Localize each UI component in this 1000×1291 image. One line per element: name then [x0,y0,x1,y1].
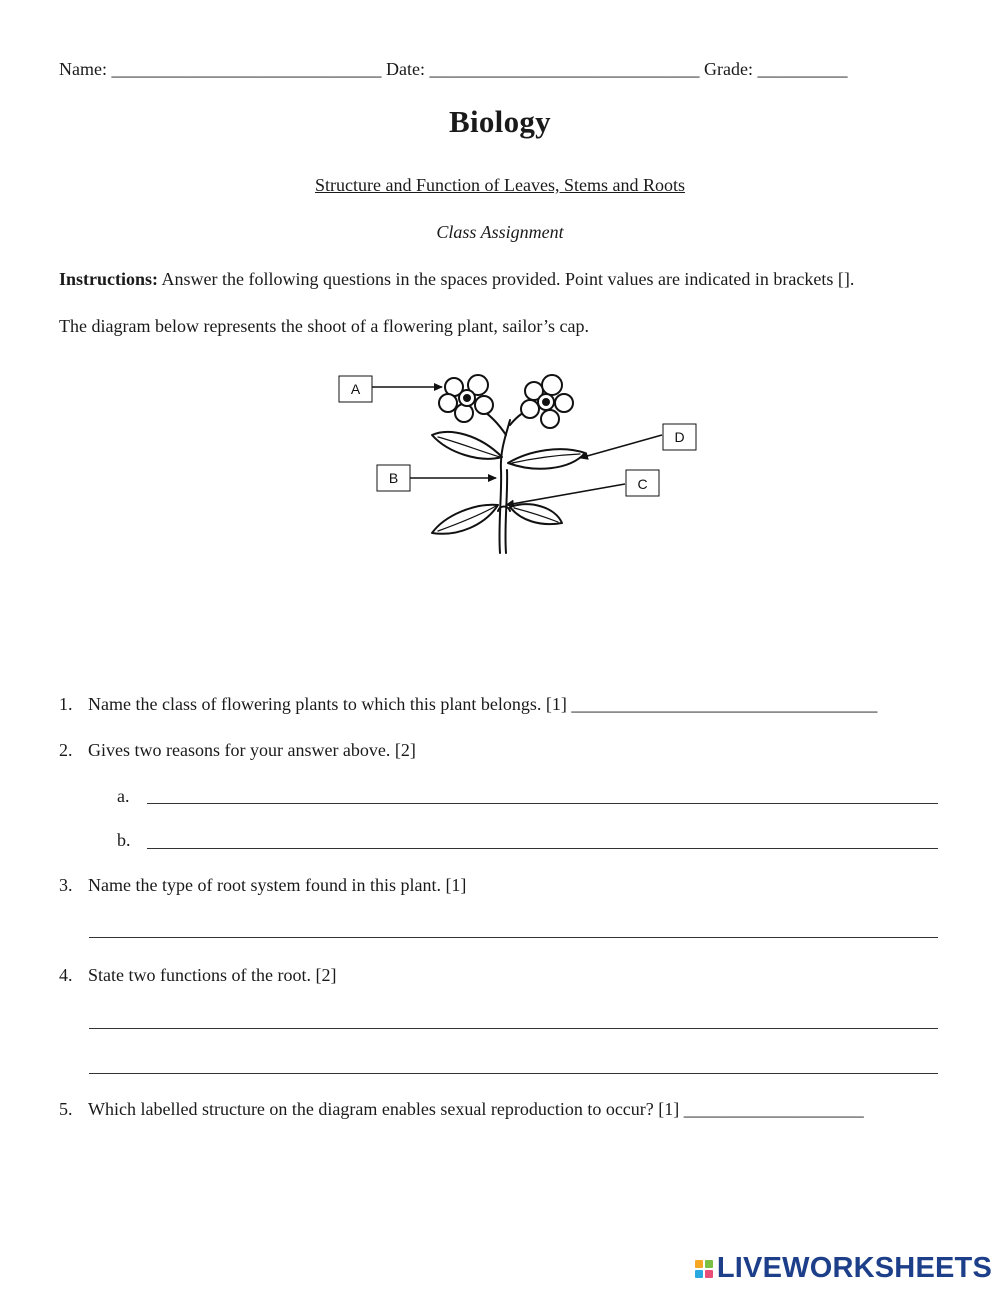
question-1 [59,694,877,715]
intro-text: The diagram below represents the shoot of a flowering plant, sailor’s cap. [59,316,590,336]
logo-square [705,1270,713,1278]
answer-line-3[interactable] [89,937,938,938]
question-4 [59,965,336,986]
question-number: 2. [59,740,73,760]
subtitle: Structure and Function of Leaves, Stems and Roots [315,175,685,195]
answer-line-4b[interactable] [89,1073,938,1074]
question-5 [59,1099,864,1120]
question-number: 4. [59,965,73,985]
instructions-label: Instructions: [59,269,159,289]
logo-square [695,1260,703,1268]
label-b: B [388,470,399,486]
date-blank[interactable]: ______________________________ [429,59,700,79]
date-label: Date: [385,59,425,79]
question-text: Gives two reasons for your answer above. [2] [88,740,416,760]
question-3 [59,875,466,896]
answer-line-2a[interactable] [147,803,938,804]
answer-line-2b[interactable] [147,848,938,849]
question-2 [59,740,416,761]
arrow-c [506,484,625,505]
answer-blank-1[interactable]: __________________________________ [571,694,878,714]
grade-label: Grade: [703,59,753,79]
question-number: 3. [59,875,73,895]
instructions [59,269,854,290]
part-b-letter: b. [117,830,131,850]
label-d: D [674,429,685,445]
answer-line-4a[interactable] [89,1028,938,1029]
logo-square [705,1260,713,1268]
question-number: 1. [59,694,73,714]
label-a: A [350,381,361,397]
part-a-letter: a. [117,786,130,806]
liveworksheets-logo [695,1252,992,1285]
question-text: State two functions of the root. [2] [88,965,337,985]
name-blank[interactable]: ______________________________ [111,59,382,79]
page-title: Biology [448,104,551,139]
assignment-type: Class Assignment [436,222,564,242]
question-text: Which labelled structure on the diagram enables sexual reproduction to occur? [1] [88,1099,680,1119]
arrow-d [580,435,662,458]
name-label: Name: [59,59,107,79]
question-number: 5. [59,1099,73,1119]
instructions-text: Answer the following questions in the spaces provided. Point values are indicated in brackets []. [161,269,855,289]
logo-square [695,1270,703,1278]
logo-text: LIVEWORKSHEETS [716,1252,992,1284]
question-text: Name the type of root system found in this plant. [1] [88,875,467,895]
plant-diagram [330,365,710,560]
grade-blank[interactable]: __________ [757,59,848,79]
leaf-upper-right [508,449,585,469]
flower-right [521,375,573,428]
label-c: C [637,476,648,492]
question-text: Name the class of flowering plants to which this plant belongs. [1] [88,694,567,714]
answer-blank-5[interactable]: ____________________ [683,1099,864,1119]
header-row [59,59,847,80]
flower-left [439,375,493,422]
logo-mark-icon [695,1260,713,1278]
